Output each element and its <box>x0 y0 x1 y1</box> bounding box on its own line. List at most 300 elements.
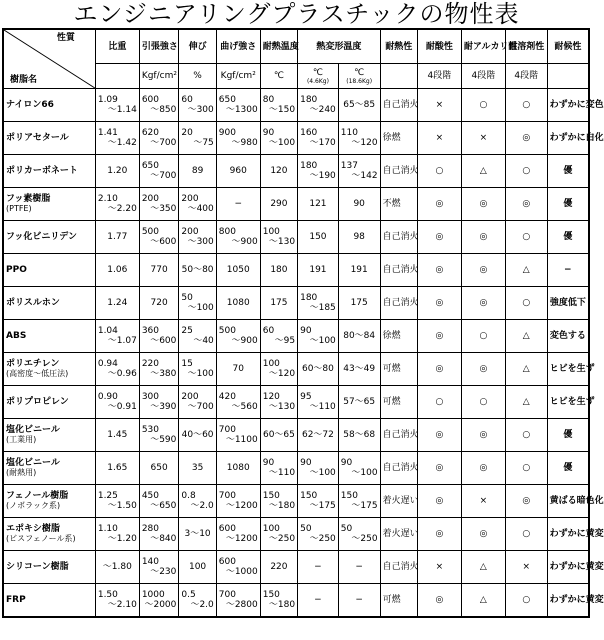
flex-value-range: 〜2800 <box>225 600 258 610</box>
gravity-value: 0.90 <box>97 392 118 402</box>
hdt46-value: 121 <box>309 199 327 209</box>
heat-value: 60 <box>262 326 275 336</box>
cell-weather: わずかに白化 <box>547 122 589 155</box>
table-row <box>3 584 589 618</box>
hdt186-value: 57〜65 <box>343 397 376 407</box>
cell-elong <box>179 287 216 320</box>
resin-subname: (ノボラック系) <box>6 501 61 510</box>
cell-gravity <box>95 551 139 584</box>
cell-elong <box>179 386 216 419</box>
cell-solvent-rating: ○ <box>505 518 547 551</box>
cell-elong <box>179 221 216 254</box>
cell-gravity <box>95 188 139 221</box>
cell-flex <box>216 254 260 287</box>
resin-name: ポリスルホン <box>6 298 60 308</box>
resin-name: ポリカーボネート <box>6 166 78 176</box>
resin-name-cell <box>3 518 95 551</box>
gravity-value: 0.94 <box>97 359 118 369</box>
hdt46-value: 180 <box>300 161 318 171</box>
cell-gravity <box>95 452 139 485</box>
cell-tensile <box>139 221 179 254</box>
flex-value: 600 <box>218 557 236 567</box>
tensile-value-range: 〜230 <box>150 567 177 577</box>
flex-value-range: 〜1200 <box>225 501 258 511</box>
table-row <box>3 551 589 584</box>
elong-value: 15 <box>181 359 193 369</box>
col-header-heat-resistance-temp: 耐熱温度 <box>260 29 297 64</box>
cell-weather: 優 <box>547 188 589 221</box>
cell-alkali-rating: ○ <box>461 320 505 353</box>
gravity-value: 1.06 <box>107 265 128 275</box>
hdt186-value-range: 〜175 <box>351 501 378 511</box>
cell-tensile <box>139 89 179 122</box>
elong-value: 60 <box>181 95 193 105</box>
heat-value-range: 〜150 <box>268 105 296 115</box>
cell-solvent-rating: ○ <box>505 584 547 618</box>
cell-tensile <box>139 320 179 353</box>
hdt186-value: 58〜68 <box>343 430 376 440</box>
cell-solvent-rating: ○ <box>505 221 547 254</box>
cell-hdt46 <box>298 221 339 254</box>
cell-solvent-rating: △ <box>505 254 547 287</box>
tensile-value: 200 <box>141 194 159 204</box>
hdt46-value: − <box>314 595 322 605</box>
hdt46-value: 150 <box>309 232 327 242</box>
tensile-value: 1000 <box>141 590 165 600</box>
cell-hdt46 <box>298 287 339 320</box>
hdt46-value-range: 〜175 <box>309 501 336 511</box>
cell-flex <box>216 320 260 353</box>
cell-alkali-rating: ◎ <box>461 188 505 221</box>
hdt46-value: 180 <box>300 293 318 303</box>
cell-acid-rating: ◎ <box>417 188 461 221</box>
hdt186-value: 90 <box>340 458 353 468</box>
cell-solvent-rating: ◎ <box>505 122 547 155</box>
cell-heat <box>260 254 297 287</box>
cell-hdt186 <box>338 287 380 320</box>
elong-value-range: 〜400 <box>187 204 214 214</box>
cell-tensile <box>139 122 179 155</box>
cell-alkali-rating: ◎ <box>461 518 505 551</box>
heat-value: 120 <box>270 166 288 176</box>
table-row <box>3 254 589 287</box>
cell-acid-rating: × <box>417 122 461 155</box>
cell-tensile <box>139 386 179 419</box>
heat-value-range: 〜110 <box>268 468 296 478</box>
resin-name: FRP <box>6 595 26 605</box>
cell-acid-rating: ◎ <box>417 452 461 485</box>
cell-flex <box>216 386 260 419</box>
tensile-value-range: 〜390 <box>150 402 177 412</box>
gravity-value-range: 〜1.14 <box>107 105 137 115</box>
flex-value: 1080 <box>226 463 250 473</box>
cell-solvent-rating: × <box>505 551 547 584</box>
heat-value: 60〜65 <box>262 430 295 440</box>
cell-solvent-rating: ○ <box>505 287 547 320</box>
cell-gravity <box>95 320 139 353</box>
unit-tensile: Kgf/cm² <box>139 64 179 89</box>
hdt186-value: 137 <box>340 161 358 171</box>
flex-value: − <box>234 199 243 209</box>
cell-acid-rating: ○ <box>417 155 461 188</box>
hdt46-value-range: 〜110 <box>309 402 336 412</box>
col-header-flexural: 曲げ強さ <box>216 29 260 64</box>
flex-value-range: 〜1000 <box>225 567 258 577</box>
flex-value: 1050 <box>226 265 250 275</box>
tensile-value: 620 <box>141 128 159 138</box>
tensile-value-range: 〜700 <box>150 171 177 181</box>
resin-name-cell <box>3 584 95 618</box>
hdt46-value-range: 〜100 <box>309 336 336 346</box>
gravity-value: 1.41 <box>97 128 118 138</box>
cell-gravity <box>95 419 139 452</box>
tensile-value: 530 <box>141 425 159 435</box>
cell-elong <box>179 254 216 287</box>
cell-heat <box>260 551 297 584</box>
cell-weather: 優 <box>547 419 589 452</box>
cell-heat <box>260 518 297 551</box>
cell-fire: 着火遅い <box>380 518 417 551</box>
cell-hdt46 <box>298 254 339 287</box>
heat-value-range: 〜180 <box>268 501 296 511</box>
cell-fire: 可燃 <box>380 353 417 386</box>
cell-gravity <box>95 485 139 518</box>
cell-tensile <box>139 287 179 320</box>
cell-gravity <box>95 155 139 188</box>
flex-value-range: 〜900 <box>231 237 258 247</box>
cell-heat <box>260 353 297 386</box>
flex-value: 420 <box>218 392 236 402</box>
resin-name-cell <box>3 551 95 584</box>
cell-gravity <box>95 287 139 320</box>
flex-value-range: 〜980 <box>231 138 258 148</box>
gravity-value-range: 〜0.96 <box>107 369 137 379</box>
cell-weather: 優 <box>547 221 589 254</box>
tensile-value: 140 <box>141 557 159 567</box>
hdt46-value-range: 〜185 <box>309 303 336 313</box>
unit-hdt-186 <box>338 64 380 89</box>
cell-alkali-rating: × <box>461 122 505 155</box>
cell-gravity <box>95 254 139 287</box>
cell-elong <box>179 518 216 551</box>
cell-hdt46 <box>298 353 339 386</box>
hdt46-value-range: 〜240 <box>309 105 336 115</box>
cell-flex <box>216 551 260 584</box>
heat-value: 290 <box>270 199 288 209</box>
cell-gravity <box>95 518 139 551</box>
col-header-solvent: 耐溶剤性 <box>505 29 547 64</box>
heat-value: 180 <box>270 265 288 275</box>
cell-alkali-rating: ◎ <box>461 254 505 287</box>
cell-acid-rating: ◎ <box>417 419 461 452</box>
col-header-tensile: 引張強さ <box>139 29 179 64</box>
col-header-fire: 耐熱性 <box>380 29 417 64</box>
cell-flex <box>216 155 260 188</box>
cell-acid-rating: ◎ <box>417 584 461 618</box>
tensile-value: 500 <box>141 227 159 237</box>
resin-subname: (高密度〜低圧法) <box>6 369 69 378</box>
hdt186-value-range: 〜142 <box>351 171 378 181</box>
cell-acid-rating: ◎ <box>417 518 461 551</box>
gravity-value-range: 〜1.20 <box>107 534 137 544</box>
cell-elong <box>179 419 216 452</box>
cell-acid-rating: × <box>417 551 461 584</box>
resin-name-cell <box>3 485 95 518</box>
hdt186-value-range: 〜120 <box>351 138 378 148</box>
cell-fire: 徐燃 <box>380 320 417 353</box>
hdt46-value-range: 〜100 <box>309 468 336 478</box>
hdt46-value: − <box>314 562 322 572</box>
cell-tensile <box>139 452 179 485</box>
cell-elong <box>179 551 216 584</box>
cell-gravity <box>95 584 139 618</box>
gravity-value: 1.50 <box>97 590 118 600</box>
gravity-value-range: 〜1.42 <box>107 138 137 148</box>
cell-heat <box>260 452 297 485</box>
resin-name-cell <box>3 419 95 452</box>
hdt46-value: 50 <box>300 524 312 534</box>
cell-alkali-rating: △ <box>461 584 505 618</box>
cell-heat <box>260 485 297 518</box>
cell-acid-rating: ◎ <box>417 287 461 320</box>
cell-tensile <box>139 254 179 287</box>
elong-value-range: 〜700 <box>187 402 214 412</box>
elong-value: 3〜10 <box>184 529 211 539</box>
unit-weather <box>547 64 589 89</box>
cell-tensile <box>139 551 179 584</box>
unit-hdt-186-deg: ℃ <box>354 67 365 78</box>
flex-value: 70 <box>232 364 244 374</box>
cell-fire: 自己消火 <box>380 254 417 287</box>
tensile-value-range: 〜590 <box>150 435 177 445</box>
gravity-value: 1.65 <box>107 463 128 473</box>
cell-fire: 自己消火 <box>380 221 417 254</box>
table-row <box>3 320 589 353</box>
unit-fire <box>380 64 417 89</box>
col-header-gravity: 比重 <box>95 29 139 64</box>
hdt186-value: 80〜84 <box>343 331 376 341</box>
tensile-value-range: 〜650 <box>150 501 177 511</box>
cell-hdt46 <box>298 188 339 221</box>
cell-hdt186 <box>338 188 380 221</box>
tensile-value-range: 〜2000 <box>144 600 177 610</box>
hdt186-value: − <box>355 595 363 605</box>
cell-hdt46 <box>298 386 339 419</box>
cell-alkali-rating: ◎ <box>461 287 505 320</box>
flex-value: 800 <box>218 227 236 237</box>
page-title: エンジニアリングプラスチックの物性表 <box>73 0 520 28</box>
heat-value: 120 <box>262 392 280 402</box>
cell-heat <box>260 287 297 320</box>
cell-hdt46 <box>298 89 339 122</box>
cell-fire: 自己消火 <box>380 287 417 320</box>
cell-solvent-rating: ◎ <box>505 188 547 221</box>
elong-value: 0.8 <box>181 491 196 501</box>
cell-weather: − <box>547 254 589 287</box>
table-row <box>3 485 589 518</box>
hdt186-value: 50 <box>340 524 353 534</box>
resin-subname: (ビスフェノール系) <box>6 534 76 543</box>
elong-value-range: 〜100 <box>187 303 214 313</box>
col-header-elongation: 伸び <box>179 29 216 64</box>
resin-name-cell <box>3 155 95 188</box>
cell-elong <box>179 188 216 221</box>
hdt46-value-range: 〜250 <box>309 534 336 544</box>
cell-acid-rating: ◎ <box>417 221 461 254</box>
tensile-value: 600 <box>141 95 159 105</box>
flex-value: 600 <box>218 524 236 534</box>
cell-hdt186 <box>338 155 380 188</box>
cell-flex <box>216 584 260 618</box>
gravity-value: 1.45 <box>107 430 128 440</box>
resin-subname: (工業用) <box>6 435 37 444</box>
elong-value: 200 <box>181 194 199 204</box>
tensile-value: 650 <box>141 161 159 171</box>
hdt186-value: 90 <box>353 199 365 209</box>
resin-name: シリコーン樹脂 <box>6 562 69 572</box>
cell-weather: わずかに変色 <box>547 89 589 122</box>
flex-value-range: 〜1300 <box>225 105 258 115</box>
col-header-heat-deflection: 熱変形温度 <box>298 29 380 64</box>
cell-elong <box>179 584 216 618</box>
hdt186-value-range: 〜250 <box>351 534 378 544</box>
cell-acid-rating: × <box>417 89 461 122</box>
hdt46-value: 150 <box>300 491 318 501</box>
resin-name: PPO <box>6 265 27 275</box>
resin-name-cell <box>3 188 95 221</box>
unit-flexural: Kgf/cm² <box>216 64 260 89</box>
gravity-value: 1.20 <box>107 166 128 176</box>
hdt186-value-range: 〜100 <box>351 468 378 478</box>
cell-elong <box>179 353 216 386</box>
cell-acid-rating: ◎ <box>417 254 461 287</box>
flex-value: 960 <box>229 166 247 176</box>
elong-value: 25 <box>181 326 193 336</box>
cell-heat <box>260 584 297 618</box>
flex-value: 900 <box>218 128 236 138</box>
cell-elong <box>179 122 216 155</box>
elong-value-range: 〜100 <box>187 369 214 379</box>
gravity-value-range: 〜1.07 <box>107 336 137 346</box>
resin-name-cell <box>3 221 95 254</box>
resin-name: ポリエチレン <box>6 359 60 369</box>
header-row <box>3 29 589 64</box>
tensile-value-range: 〜600 <box>150 237 177 247</box>
cell-flex <box>216 353 260 386</box>
cell-weather: 優 <box>547 155 589 188</box>
cell-elong <box>179 452 216 485</box>
hdt46-value: 60〜80 <box>301 364 334 374</box>
flex-value-range: 〜560 <box>231 402 258 412</box>
cell-fire: 自己消火 <box>380 155 417 188</box>
flex-value: 700 <box>218 425 236 435</box>
heat-value-range: 〜180 <box>268 600 296 610</box>
cell-hdt46 <box>298 320 339 353</box>
unit-elongation: % <box>179 64 216 89</box>
resin-name: 塩化ビニール <box>6 425 60 435</box>
elong-value: 200 <box>181 392 199 402</box>
resin-name: ABS <box>6 331 27 341</box>
cell-weather: 変色する <box>547 320 589 353</box>
cell-weather: わずかに黄変 <box>547 518 589 551</box>
resin-name: フッ素樹脂 <box>6 194 51 204</box>
resin-name-cell <box>3 287 95 320</box>
resin-name: ポリアセタール <box>6 133 69 143</box>
flex-value-range: 〜1200 <box>225 534 258 544</box>
gravity-value: 1.24 <box>107 298 128 308</box>
hdt186-value: 150 <box>340 491 358 501</box>
cell-fire: 自己消火 <box>380 89 417 122</box>
cell-hdt186 <box>338 320 380 353</box>
header-corner <box>3 29 95 89</box>
table-row <box>3 287 589 320</box>
elong-value-range: 〜2.0 <box>190 501 214 511</box>
cell-solvent-rating: ○ <box>505 155 547 188</box>
cell-alkali-rating: ○ <box>461 89 505 122</box>
elong-value-range: 〜2.0 <box>190 600 214 610</box>
table-row <box>3 188 589 221</box>
elong-value: 50〜80 <box>181 265 214 275</box>
cell-fire: 可燃 <box>380 584 417 618</box>
hdt46-value-range: 〜190 <box>309 171 336 181</box>
hdt186-value: 98 <box>353 232 365 242</box>
heat-value-range: 〜130 <box>268 237 296 247</box>
tensile-value-range: 〜840 <box>150 534 177 544</box>
table-row <box>3 221 589 254</box>
table-row <box>3 122 589 155</box>
resin-name-cell <box>3 320 95 353</box>
hdt46-value: 95 <box>300 392 312 402</box>
cell-tensile <box>139 188 179 221</box>
gravity-value: 1.77 <box>107 232 128 242</box>
cell-weather: わずかに黄変 <box>547 551 589 584</box>
heat-value: 100 <box>262 359 280 369</box>
cell-hdt186 <box>338 386 380 419</box>
cell-fire: 徐燃 <box>380 122 417 155</box>
heat-value: 90 <box>262 128 275 138</box>
tensile-value: 770 <box>150 265 168 275</box>
cell-weather: 優 <box>547 452 589 485</box>
gravity-value: 2.10 <box>97 194 118 204</box>
cell-flex <box>216 122 260 155</box>
cell-fire: 可燃 <box>380 386 417 419</box>
cell-tensile <box>139 155 179 188</box>
heat-value-range: 〜250 <box>268 534 296 544</box>
cell-hdt186 <box>338 419 380 452</box>
cell-fire: 自己消火 <box>380 452 417 485</box>
cell-hdt46 <box>298 584 339 618</box>
cell-gravity <box>95 122 139 155</box>
cell-weather: ヒビを生ず <box>547 386 589 419</box>
resin-name: ポリプロピレン <box>6 397 69 407</box>
heat-value-range: 〜100 <box>268 138 296 148</box>
resin-name: エポキシ樹脂 <box>6 524 60 534</box>
resin-name-cell <box>3 353 95 386</box>
table-row <box>3 386 589 419</box>
cell-alkali-rating: ◎ <box>461 353 505 386</box>
table-row <box>3 419 589 452</box>
elong-value-range: 〜300 <box>187 237 214 247</box>
cell-elong <box>179 320 216 353</box>
resin-name-cell <box>3 122 95 155</box>
unit-acid: 4段階 <box>417 64 461 89</box>
resin-name-cell <box>3 386 95 419</box>
unit-hdt-46-load: (4.6Kg) <box>306 77 329 85</box>
cell-gravity <box>95 221 139 254</box>
elong-value: 40〜60 <box>181 430 214 440</box>
cell-weather: 強度低下 <box>547 287 589 320</box>
unit-hdt-46 <box>298 64 339 89</box>
